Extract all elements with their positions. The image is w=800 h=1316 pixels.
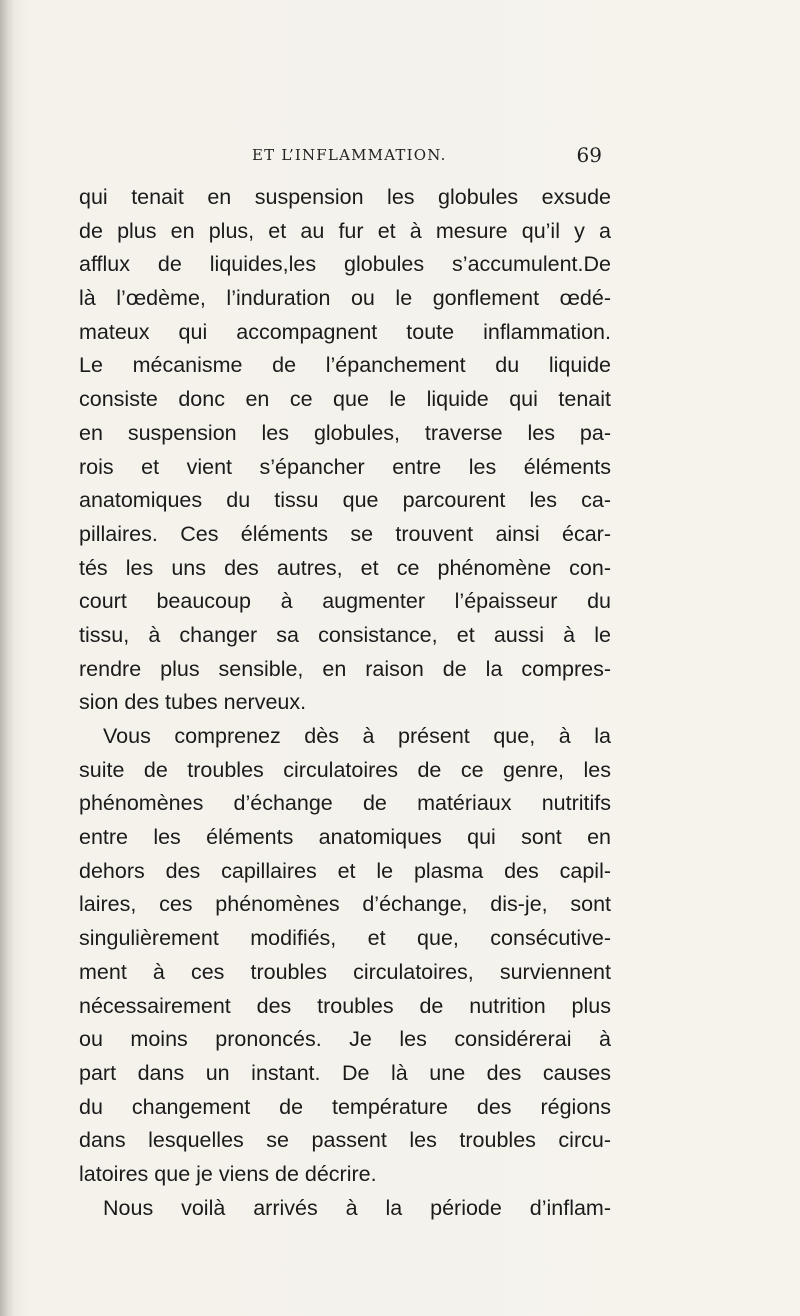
text-line: consiste donc en ce que le liquide qui tenait	[79, 387, 611, 412]
text-line: ment à ces troubles circulatoires, surviennent	[79, 959, 611, 984]
text-line: singulièrement modifiés, et que, consécutive-	[79, 926, 611, 951]
text-line: phénomènes d’échange de matériaux nutritifs	[79, 791, 611, 816]
text-line: Vous comprenez dès à présent que, à la	[103, 724, 611, 748]
running-head: ET L’INFLAMMATION.	[252, 146, 447, 164]
text-line: court beaucoup à augmenter l’épaisseur du	[79, 589, 611, 614]
text-line: là l’œdème, l’induration ou le gonflement œdé-	[79, 286, 611, 311]
text-line: suite de troubles circulatoires de ce genre, les	[79, 757, 611, 782]
text-line: mateux qui accompagnent toute inflammation.	[79, 319, 611, 344]
text-line: afflux de liquides,les globules s’accumulent.De	[79, 252, 611, 277]
text-line: en suspension les globules, traverse les pa-	[79, 420, 611, 445]
text-line: part dans un instant. De là une des causes	[79, 1060, 611, 1085]
text-line: latoires que je viens de décrire.	[79, 1161, 377, 1186]
text-line: dehors des capillaires et le plasma des capil-	[79, 858, 611, 883]
text-line: tés les uns des autres, et ce phénomène con-	[79, 555, 611, 580]
text-line: du changement de température des régions	[79, 1094, 611, 1119]
text-line: Nous voilà arrivés à la période d’inflam-	[103, 1195, 611, 1220]
page-header	[252, 143, 602, 172]
text-line: laires, ces phénomènes d’échange, dis-je, sont	[79, 892, 611, 917]
text-line: qui tenait en suspension les globules exsude	[79, 185, 611, 209]
text-line: ou moins prononcés. Je les considérerai à	[79, 1027, 611, 1052]
text-line: entre les éléments anatomiques qui sont en	[79, 825, 611, 850]
text-line: nécessairement des troubles de nutrition plus	[79, 993, 611, 1018]
text-line: Le mécanisme de l’épanchement du liquide	[79, 353, 611, 378]
text-line: pillaires. Ces éléments se trouvent ainsi écar-	[79, 521, 611, 546]
page-number: 69	[576, 143, 602, 167]
text-line: de plus en plus, et au fur et à mesure qu’il y a	[79, 218, 611, 243]
body-text	[79, 181, 611, 1225]
text-line: tissu, à changer sa consistance, et aussi à le	[79, 622, 611, 647]
text-line: anatomiques du tissu que parcourent les ca-	[79, 488, 611, 513]
text-line: rois et vient s’épancher entre les éléments	[79, 454, 611, 479]
page-gutter-shadow	[0, 0, 14, 1316]
text-line: sion des tubes nerveux.	[79, 690, 307, 715]
text-line: rendre plus sensible, en raison de la compres-	[79, 656, 611, 681]
text-line: dans lesquelles se passent les troubles circu-	[79, 1128, 611, 1153]
